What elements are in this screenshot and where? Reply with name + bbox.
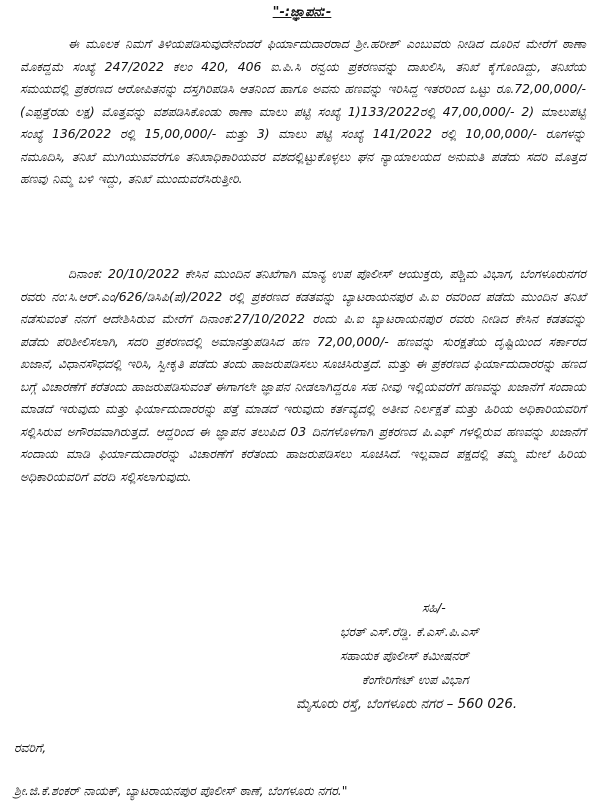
signatory-designation: ಸಹಾಯಕ ಪೊಲೀಸ್ ಕಮೀಷನರ್ bbox=[340, 648, 470, 663]
body-paragraph-1: ಈ ಮೂಲಕ ನಿಮಗೆ ತಿಳಿಯಪಡಿಸುವುದೇನೆಂದರೆ ಫಿರ್ಯಾದುದಾರರಾದ ಶ್ರೀ.ಹರೀಶ್ ಎಂಬುವರು ನೀಡಿದ ದೂರಿನ ಮೇರೆಗೆ ಠಾಣಾ ಮೊಕದ್ದಮೆ ಸಂಖ್ಯೆ 247/2022 ಕಲಂ 420, 406 ಐ.ಪಿ.ಸಿ ರನ್ವಯ ಪ್ರಕರಣವನ್ನು ದಾಖಲಿಸಿ, ತನಿಖೆ ಕೈಗೊಂಡಿದ್ದು, ತನಿಖೆಯ ಸಮಯದಲ್ಲಿ ಪ್ರಕರಣದ ಆರೋಪಿತನನ್ನು ದಸ್ತಗಿರಿಪಡಿಸಿ ಆತನಿಂದ ಹಾಗೂ ಅವನು ಹಣವನ್ನು ಇರಿಸಿದ್ದ ಇತರರಿಂದ ಒಟ್ಟು ರೂ.72,00,000/- (ಎಪ್ಪತ್ತೆರಡು ಲಕ್ಷ) ಮೊತ್ತವನ್ನು ವಶಪಡಿಸಿಕೊಂಡು ಠಾಣಾ ಮಾಲು ಪಟ್ಟಿ ಸಂಖ್ಯೆ 1)133/2022ರಲ್ಲಿ 47,00,000/- 2) ಮಾಲುಪಟ್ಟಿ ಸಂಖ್ಯೆ 136/2022 ರಲ್ಲಿ 15,00,000/- ಮತ್ತು 3) ಮಾಲು ಪಟ್ಟಿ ಸಂಖ್ಯೆ 141/2022 ರಲ್ಲಿ 10,00,000/- ರೂಗಳನ್ನು ನಮೂದಿಸಿ, ತನಿಖೆ ಮುಗಿಯುವವರೆಗೂ ತನಿಖಾಧಿಕಾರಿಯವರ ವಶದಲ್ಲಿಟ್ಟುಕೊಳ್ಳಲು ಘನ ನ್ಯಾಯಾಲಯದ ಅನುಮತಿ ಪಡೆದು ಸದರಿ ಮೊತ್ತದ ಹಣವು ನಿಮ್ಮ ಬಳಿ ಇದ್ದು, ತನಿಖೆ ಮುಂದುವರೆಸಿರುತ್ತೀರಿ. bbox=[20, 36, 586, 186]
signatory-name: ಭರತ್ ಎಸ್.ರೆಡ್ಡಿ. ಕೆ.ಎಸ್.ಪಿ.ಎಸ್ bbox=[340, 624, 480, 639]
document-title: "-:ಜ್ಞಾಪನ:- bbox=[272, 5, 332, 20]
signatory-address: ಮೈಸೂರು ರಸ್ತೆ, ಬೆಂಗಳೂರು ನಗರ – 560 026. bbox=[296, 697, 518, 712]
body-paragraph-2: ದಿನಾಂಕ: 20/10/2022 ಕೇಸಿನ ಮುಂದಿನ ತನಿಖೆಗಾಗಿ ಮಾನ್ಯ ಉಪ ಪೊಲೀಸ್ ಆಯುಕ್ತರು, ಪಶ್ಚಿಮ ವಿಭಾಗ, ಬೆಂಗಳೂರುನಗರ ರವರು ನಂ:ಸಿ.ಆರ್.ಎಂ/626/ಡಿಸಿಪಿ(ಪ)/2022 ರಲ್ಲಿ ಪ್ರಕರಣದ ಕಡತವನ್ನು ಬ್ಯಾಟರಾಯನಪುರ ಪಿ.ಐ ರವರಿಂದ ಪಡೆದು ಮುಂದಿನ ತನಿಖೆ ನಡೆಸುವಂತೆ ನನಗೆ ಆದೇಶಿಸಿರುವ ಮೇರೆಗೆ ದಿನಾಂಕ:27/10/2022 ರಂದು ಪಿ.ಐ ಬ್ಯಾಟರಾಯನಪುರ ರವರು ನೀಡಿದ ಕೇಸಿನ ಕಡತವನ್ನು ಪಡೆದು ಪರಿಶೀಲಿಸಲಾಗಿ, ಸದರಿ ಪ್ರಕರಣದಲ್ಲಿ ಅಮಾನತ್ತುಪಡಿಸಿದ ಹಣ 72,00,000/- ಹಣವನ್ನು ಸುರಕ್ಷತೆಯ ದೃಷ್ಟಿಯಿಂದ ಸರ್ಕಾರದ ಖಜಾನೆ, ವಿಧಾನಸೌಧದಲ್ಲಿ ಇರಿಸಿ, ಸ್ವೀಕೃತಿ ಪಡೆದು ತಂದು ಹಾಜರುಪಡಿಸಲು ಸೂಚಿಸಿರುತ್ತದೆ. ಮತ್ತು ಈ ಪ್ರಕರಣದ ಫಿರ್ಯಾದುದಾರರನ್ನು ಹಣದ ಬಗ್ಗೆ ವಿಚಾರಣೆಗೆ ಕರೆತಂದು ಹಾಜರುಪಡಿಸುವಂತೆ ಈಗಾಗಲೇ ಜ್ಞಾಪನ ನೀಡಲಾಗಿದ್ದರೂ ಸಹ ನೀವು ಇಲ್ಲಿಯವರೆಗೆ ಹಣವನ್ನು ಖಜಾನೆಗೆ ಸಂದಾಯ ಮಾಡದೆ ಇರುವುದು ಮತ್ತು ಫಿರ್ಯಾದುದಾರರನ್ನು ಪತ್ತೆ ಮಾಡದೆ ಇರುವುದು ಕರ್ತವ್ಯದಲ್ಲಿ ಅತೀವ ನಿರ್ಲಕ್ಷತೆ ಮತ್ತು ಹಿರಿಯ ಅಧಿಕಾರಿಯವರಿಗೆ ಸಲ್ಲಿಸಿರುವ ಅಗೌರವವಾಗಿರುತ್ತದೆ. ಆದ್ದರಿಂದ ಈ ಜ್ಞಾಪನ ತಲುಪಿದ 03 ದಿನಗಳೊಳಗಾಗಿ ಪ್ರಕರಣದ ಪಿ.ಎಫ್ ಗಳಲ್ಲಿರುವ ಹಣವನ್ನು ಖಜಾನೆಗೆ ಸಂದಾಯ ಮಾಡಿ ಫಿರ್ಯಾದುದಾರರನ್ನು ವಿಚಾರಣೆಗೆ ಕರೆತಂದು ಹಾಜರುಪಡಿಸಲು ಸೂಚಿಸಿದೆ. ಇಲ್ಲವಾದ ಪಕ್ಷದಲ್ಲಿ ತಮ್ಮ ಮೇಲೆ ಹಿರಿಯ ಅಧಿಕಾರಿಯವರಿಗೆ ವರದಿ ಸಲ್ಲಿಸಲಾಗುವುದು. bbox=[20, 266, 586, 484]
recipient-line: ಶ್ರೀ.ಜಿ.ಕೆ.ಶಂಕರ್ ನಾಯಕ್, ಬ್ಯಾಟರಾಯನಪುರ ಪೊಲೀಸ್ ಠಾಣೆ, ಬೆಂಗಳೂರು ನಗರ." bbox=[14, 783, 348, 798]
signature-block bbox=[0, 594, 604, 714]
signatory-office: ಕೆಂಗೇರಿಗೇಟ್ ಉಪ ವಿಭಾಗ bbox=[362, 672, 469, 687]
signature-mark: ಸಹಿ/- bbox=[422, 600, 446, 615]
recipient-heading: ರವರಿಗೆ, bbox=[14, 740, 47, 755]
